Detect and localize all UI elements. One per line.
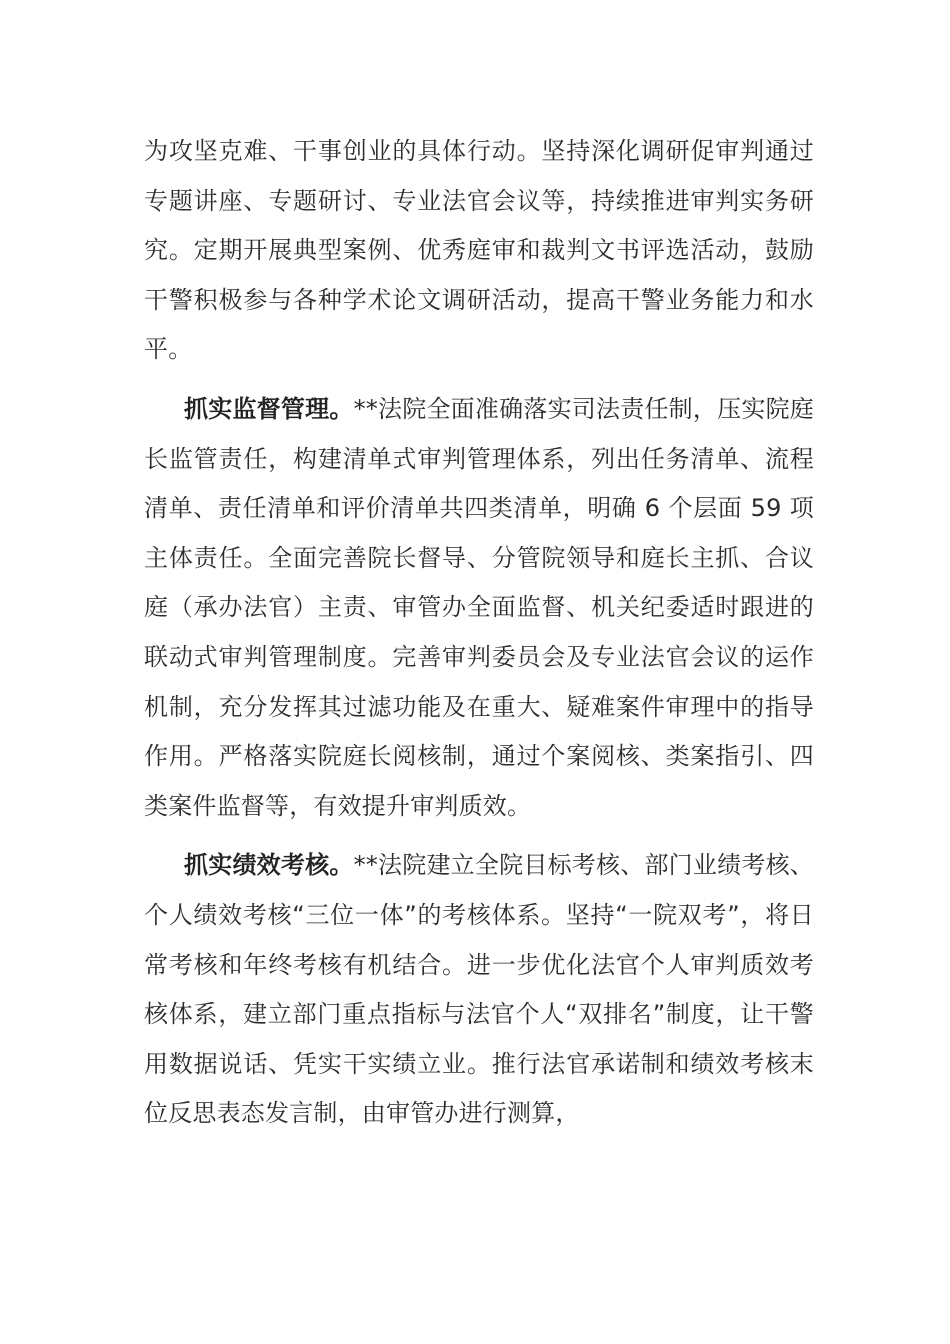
paragraph-3-text: **法院建立全院目标考核、部门业绩考核、个人绩效考核“三位一体”的考核体系。坚持“一院双考”，将日常考核和年终考核有机结合。进一步优化法官个人审判质效考核体系，建立部门重点指标与法官个人“双排名”制度，让干警用数据说话、凭实干实绩立业。推行法官承诺制和绩效考核末位反思表态发言制，由审管办进行测算，: [144, 851, 815, 1128]
paragraph-1-text: 为攻坚克难、干事创业的具体行动。坚持深化调研促审判通过专题讲座、专题研讨、专业法官会议等，持续推进审判实务研究。定期开展典型案例、优秀庭审和裁判文书评选活动，鼓励干警积极参与各种学术论文调研活动，提高干警业务能力和水平。: [144, 137, 814, 364]
paragraph-2: [144, 385, 814, 831]
paragraph-3-heading: 抓实绩效考核。: [184, 851, 354, 880]
paragraph-2-heading: 抓实监督管理。: [184, 394, 354, 423]
paragraph-2-text: **法院全面准确落实司法责任制，压实院庭长监管责任，构建清单式审判管理体系，列出任务清单、流程清单、责任清单和评价清单共四类清单，明确 6 个层面 59 项主体责任。全面完善院长督导、分管院领导和庭长主抓、合议庭（承办法官）主责、审管办全面监督、机关纪委适时跟进的联动式审判管理制度。完善审判委员会及专业法官会议的运作机制，充分发挥其过滤功能及在重大、疑难案件审理中的指导作用。严格落实院庭长阅核制，通过个案阅核、类案指引、四类案件监督等，有效提升审判质效。: [144, 394, 815, 820]
paragraph-3: [144, 841, 814, 1139]
paragraph-1: [144, 127, 814, 375]
document-body: [144, 127, 814, 1149]
